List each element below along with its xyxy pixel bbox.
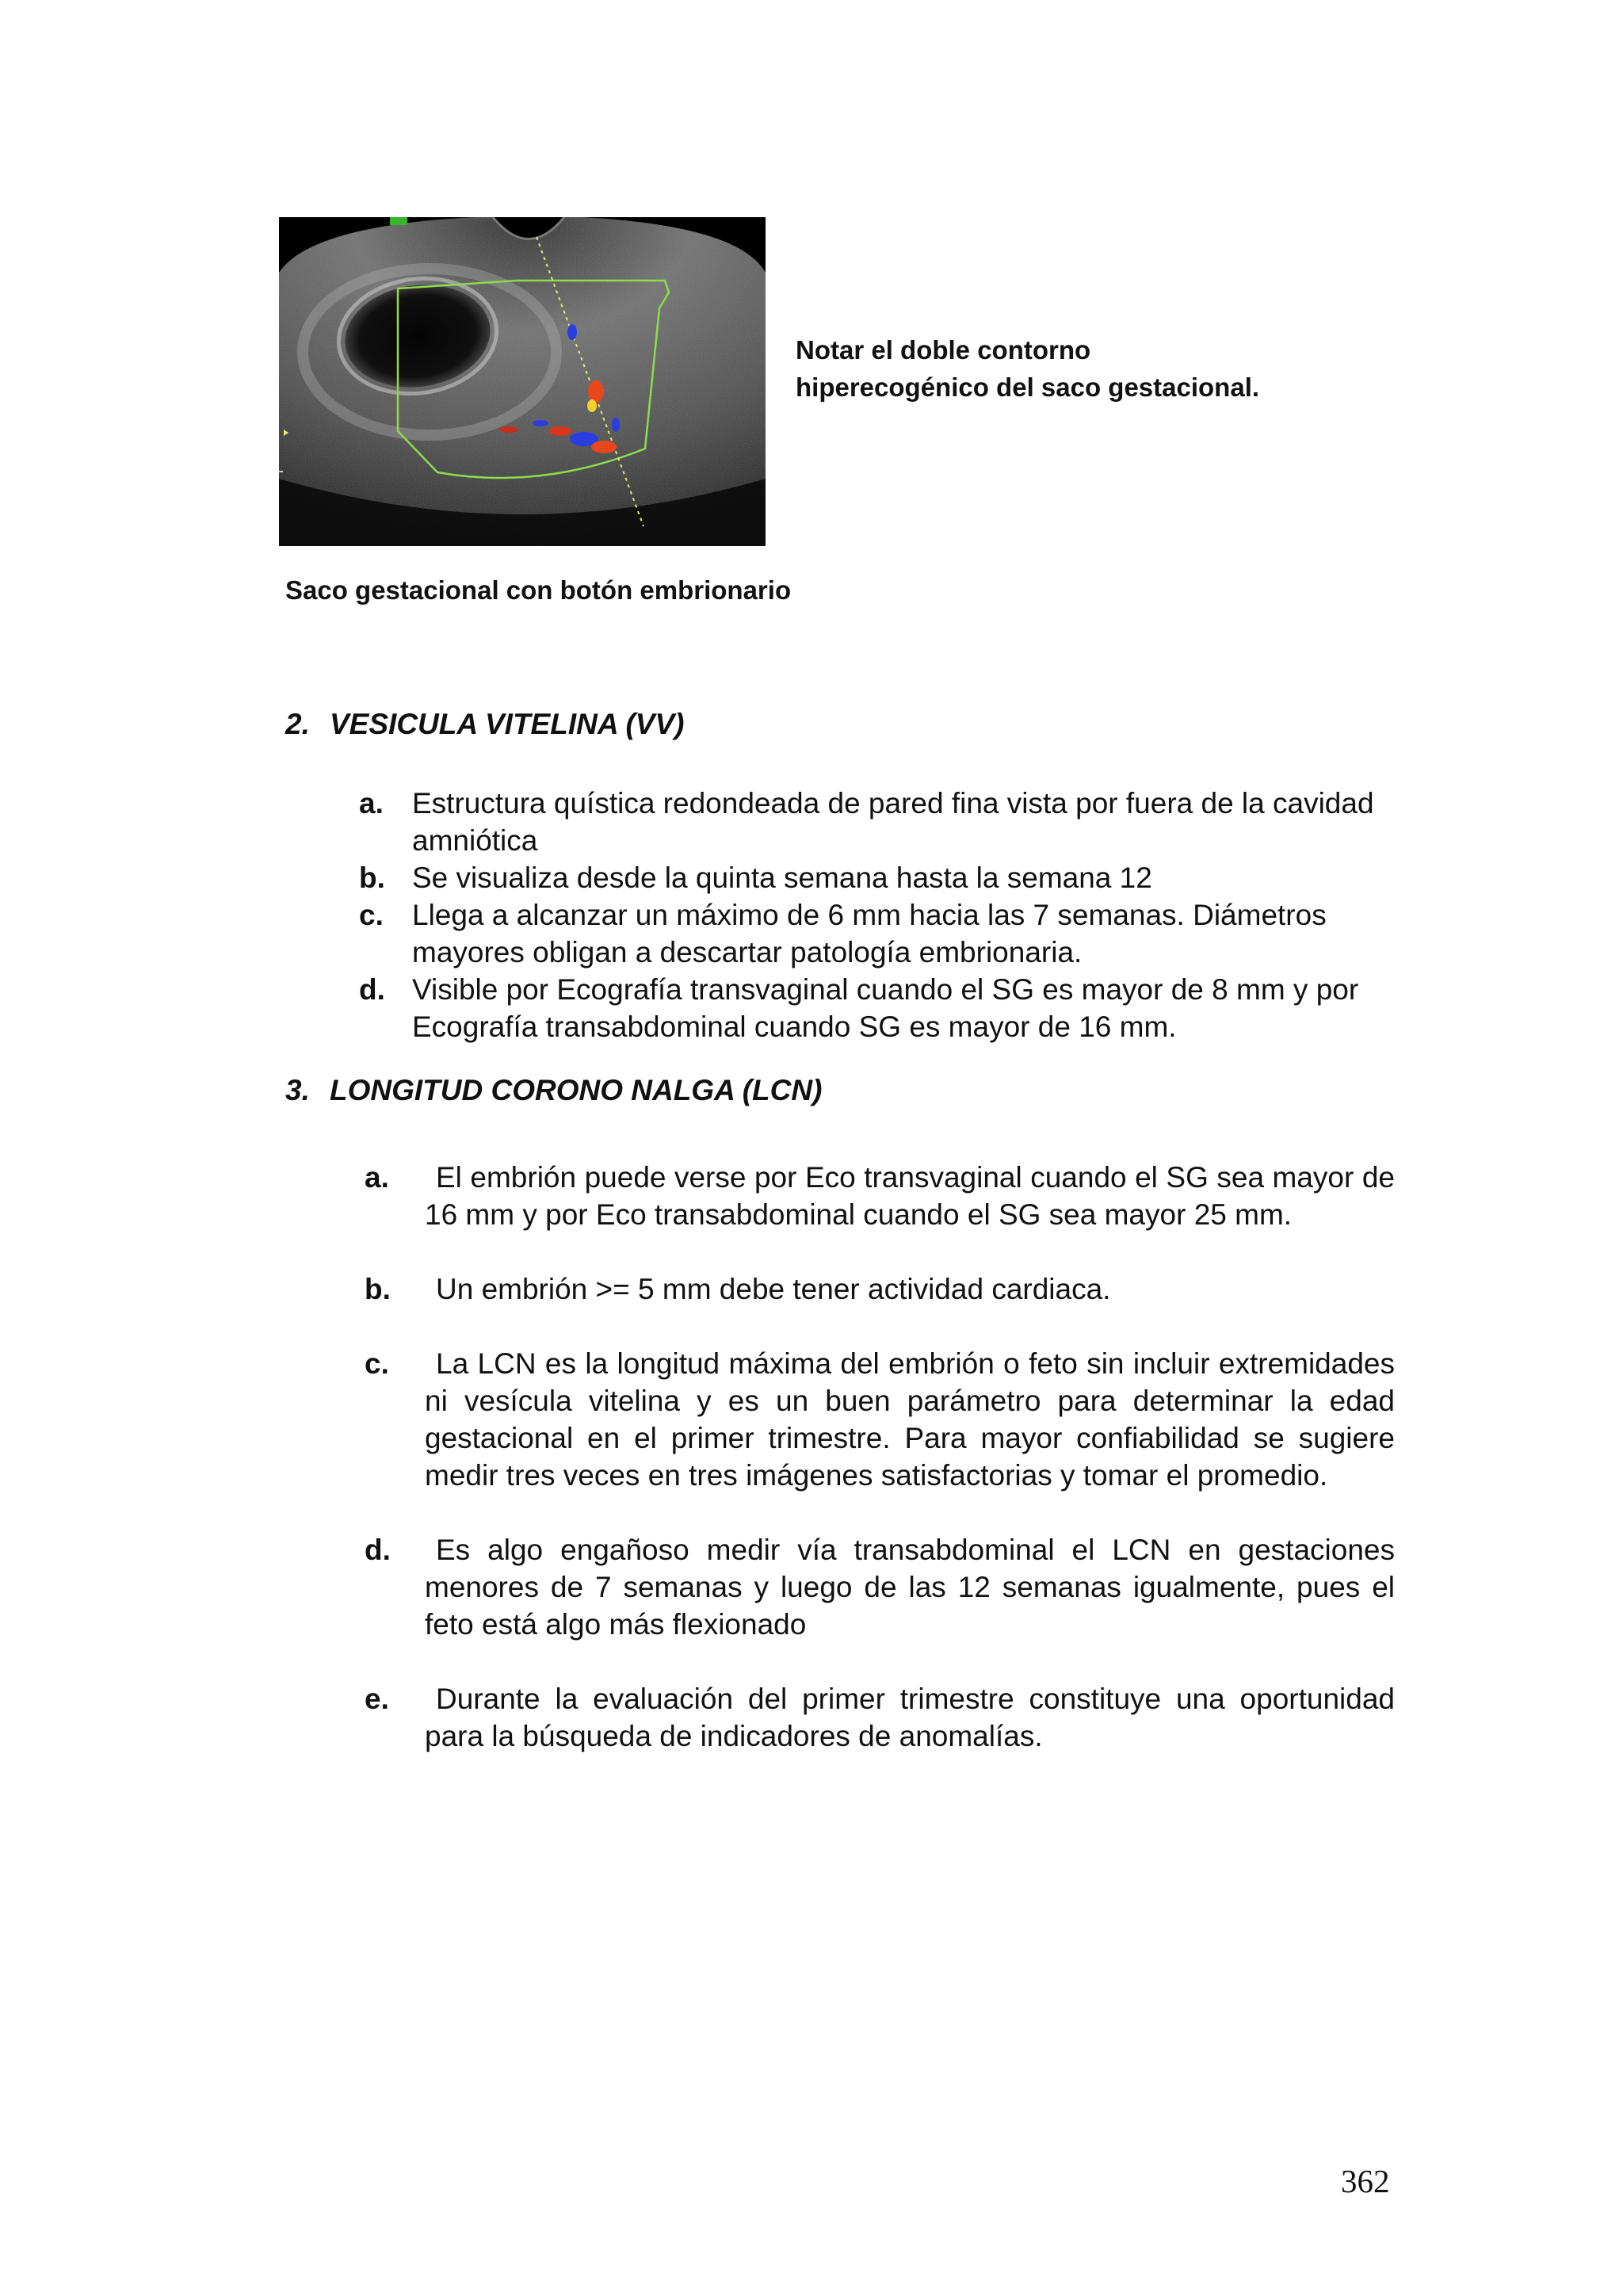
section-number: 2. bbox=[285, 708, 310, 740]
figure-annotation bbox=[796, 331, 1260, 406]
list-marker: c. bbox=[365, 1347, 389, 1380]
list-marker: e. bbox=[365, 1683, 389, 1715]
list-item-text: Estructura quística redondeada de pared fina vista por fuera de la cavidad amniótica bbox=[412, 787, 1374, 857]
list-item bbox=[365, 1680, 1395, 1755]
section-3-list bbox=[365, 1159, 1395, 1792]
list-item-text: Es algo engañoso medir vía transabdominal el LCN en gestaciones menores de 7 semanas y luego de las 12 semanas igualmente, pues el feto está algo más flexionado bbox=[425, 1534, 1395, 1641]
list-item bbox=[365, 1159, 1395, 1233]
list-item-text: Se visualiza desde la quinta semana hasta la semana 12 bbox=[412, 861, 1152, 894]
section-2-list bbox=[349, 785, 1379, 1045]
section-number: 3. bbox=[285, 1074, 310, 1106]
annotation-line: hiperecogénico del saco gestacional. bbox=[796, 372, 1260, 402]
section-title: LONGITUD CORONO NALGA (LCN) bbox=[330, 1074, 823, 1106]
figure-caption: Saco gestacional con botón embrionario bbox=[285, 575, 792, 605]
section-heading bbox=[285, 1074, 822, 1107]
list-marker: a. bbox=[365, 1161, 389, 1194]
list-item bbox=[349, 785, 1379, 859]
list-marker: b. bbox=[365, 1273, 391, 1305]
list-marker: c. bbox=[359, 899, 384, 931]
list-item-text: Un embrión >= 5 mm debe tener actividad cardiaca. bbox=[436, 1273, 1111, 1305]
list-marker: d. bbox=[365, 1534, 391, 1566]
list-item-text: La LCN es la longitud máxima del embrión o feto sin incluir extremidades ni vesícula vitelina y es un buen parámetro para determinar la edad gestacional en el primer trimestre. Para mayor confiabilidad se sugiere medir tres veces en tres imágenes satisfactorias y tomar el promedio. bbox=[425, 1347, 1395, 1492]
list-item bbox=[349, 971, 1379, 1045]
page-number: 362 bbox=[1341, 2163, 1390, 2199]
list-item bbox=[349, 859, 1379, 896]
list-item-text: Llega a alcanzar un máximo de 6 mm hacia las 7 semanas. Diámetros mayores obligan a descartar patología embrionaria. bbox=[412, 899, 1327, 968]
list-item bbox=[365, 1345, 1395, 1494]
section-title: VESICULA VITELINA (VV) bbox=[330, 708, 685, 740]
list-item-text: El embrión puede verse por Eco transvaginal cuando el SG sea mayor de 16 mm y por Eco transabdominal cuando el SG sea mayor 25 mm. bbox=[425, 1161, 1395, 1231]
section-heading bbox=[285, 708, 684, 741]
list-item bbox=[349, 896, 1379, 971]
list-item bbox=[365, 1531, 1395, 1643]
list-item bbox=[365, 1270, 1395, 1308]
list-marker: a. bbox=[359, 787, 384, 819]
list-marker: b. bbox=[359, 861, 385, 894]
ultrasound-image bbox=[279, 217, 766, 546]
list-item-text: Visible por Ecografía transvaginal cuando el SG es mayor de 8 mm y por Ecografía transabdominal cuando SG es mayor de 16 mm. bbox=[412, 973, 1359, 1043]
list-item-text: Durante la evaluación del primer trimestre constituye una oportunidad para la búsqueda de indicadores de anomalías. bbox=[425, 1683, 1395, 1752]
list-marker: d. bbox=[359, 973, 385, 1006]
annotation-line: Notar el doble contorno bbox=[796, 335, 1091, 365]
